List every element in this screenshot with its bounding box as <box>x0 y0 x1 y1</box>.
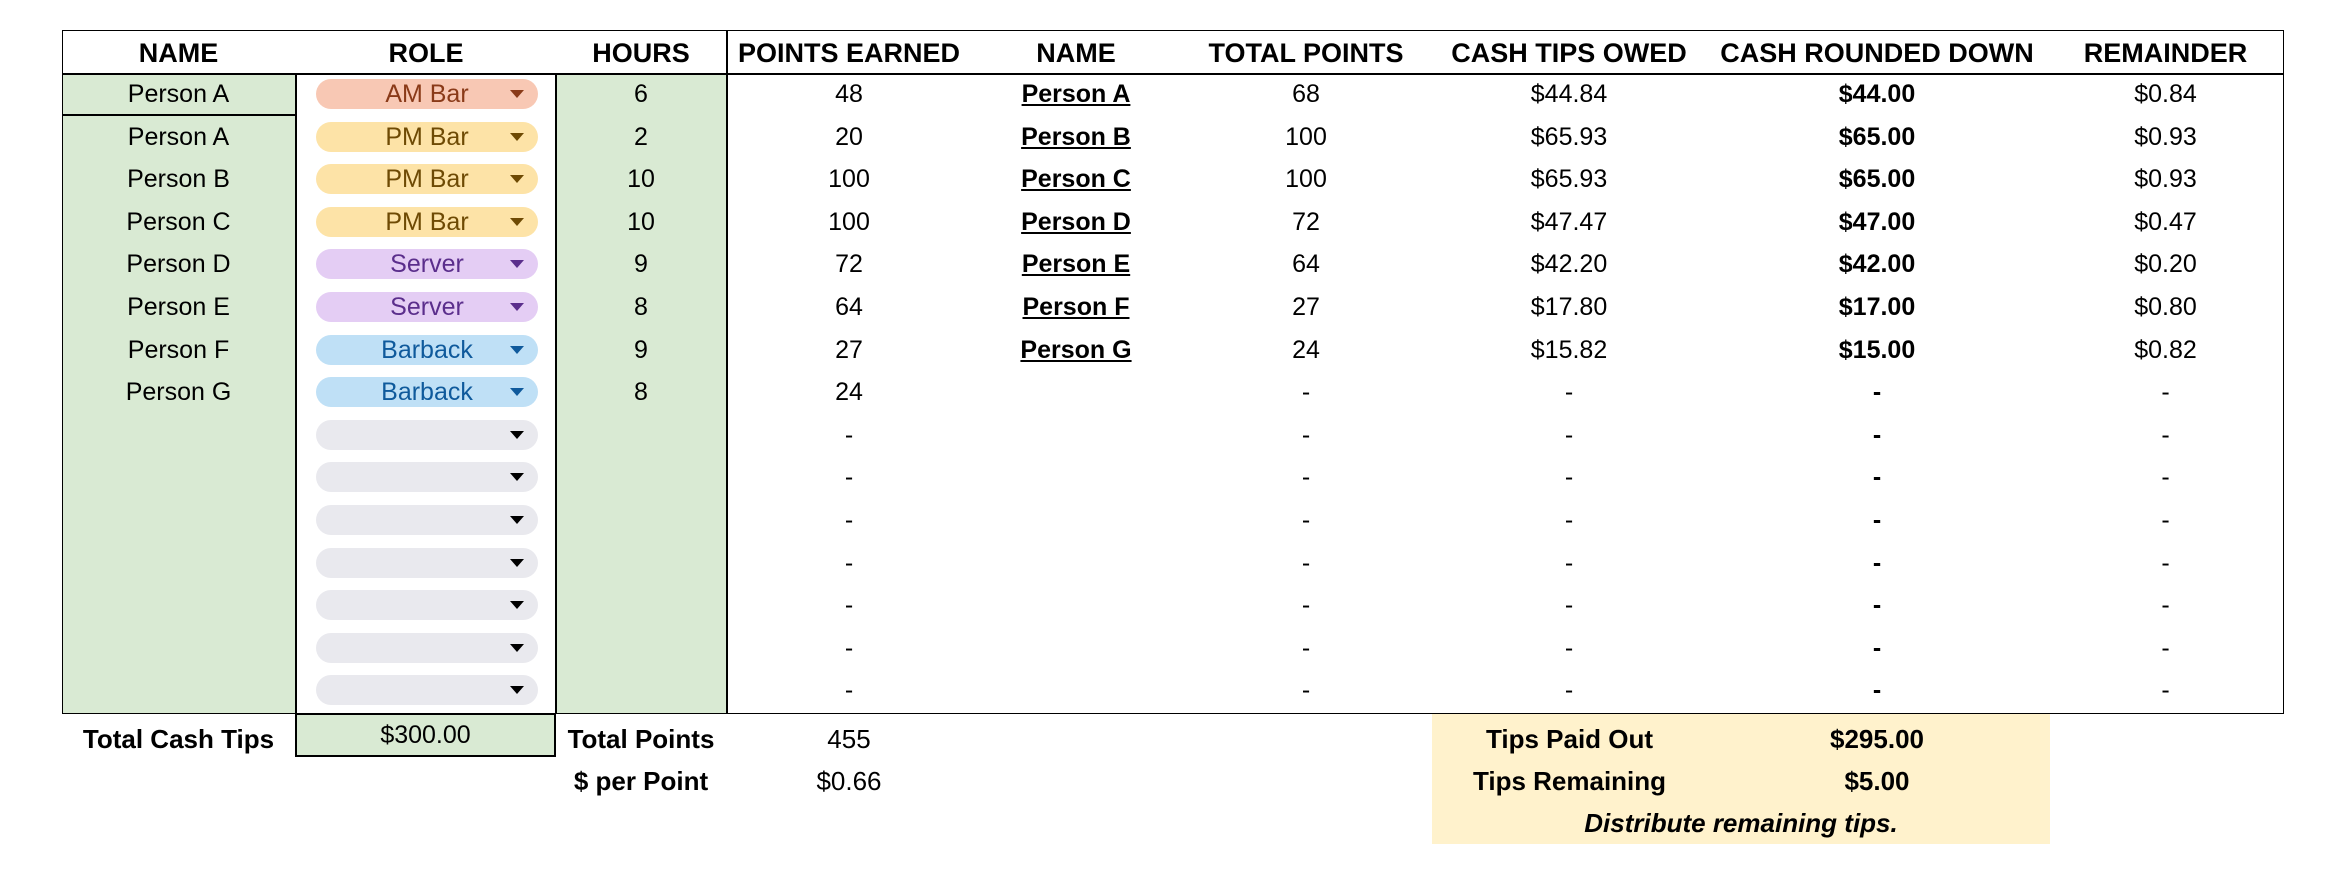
chevron-down-icon <box>510 218 524 226</box>
payout-cash-rounded: - <box>1872 548 1882 577</box>
payout-cash-rounded: $44.00 <box>1838 80 1916 108</box>
payout-cash-owed: - <box>1564 506 1574 534</box>
role-dropdown-label: PM Bar <box>385 122 469 151</box>
shift-name[interactable]: Person B <box>127 165 230 194</box>
payout-total-points: - <box>1301 591 1311 620</box>
total-points-value: 455 <box>827 724 871 754</box>
payout-remainder: $0.82 <box>2134 335 2197 364</box>
shift-hours[interactable] <box>556 585 726 625</box>
chevron-down-icon <box>510 260 524 268</box>
header-total-points: TOTAL POINTS <box>1208 38 1404 68</box>
total-cash-tips-input[interactable]: $300.00 <box>295 713 556 757</box>
payout-total-points: - <box>1301 633 1311 662</box>
payout-remainder: $0.93 <box>2134 165 2197 194</box>
payout-remainder: $0.20 <box>2134 250 2197 279</box>
payout-name <box>971 457 1181 497</box>
role-dropdown-label: Server <box>390 293 464 321</box>
shift-name[interactable]: Person D <box>126 250 231 279</box>
points-earned: 20 <box>835 122 863 151</box>
payout-name: Person D <box>1021 207 1131 236</box>
payout-total-points: - <box>1301 420 1311 449</box>
role-dropdown[interactable] <box>316 505 538 535</box>
shift-hours[interactable] <box>556 500 726 540</box>
role-dropdown-label: PM Bar <box>385 207 469 236</box>
points-earned: - <box>844 506 854 534</box>
header-payout-name: NAME <box>1036 38 1116 68</box>
payout-remainder: $0.84 <box>2134 80 2197 108</box>
points-earned: 24 <box>835 378 863 407</box>
payout-cash-owed: $15.82 <box>1530 335 1608 364</box>
payout-remainder: - <box>2161 420 2170 449</box>
shift-name[interactable]: Person F <box>127 335 230 364</box>
shift-name[interactable] <box>62 415 295 455</box>
chevron-down-icon <box>510 388 524 396</box>
shift-hours[interactable]: 6 <box>634 80 648 108</box>
header-role: ROLE <box>388 38 464 68</box>
shift-hours[interactable]: 8 <box>634 378 648 407</box>
header-name: NAME <box>138 38 219 68</box>
row-divider-first <box>63 114 295 116</box>
points-earned: 27 <box>835 335 863 364</box>
role-dropdown[interactable] <box>316 122 538 152</box>
payout-total-points: 100 <box>1285 122 1327 151</box>
shift-hours[interactable] <box>556 670 726 710</box>
per-point-value: $0.66 <box>816 766 882 796</box>
payout-name <box>971 500 1181 540</box>
payout-total-points: 72 <box>1292 207 1320 236</box>
shift-name[interactable] <box>62 670 295 710</box>
shift-hours[interactable]: 10 <box>627 207 655 236</box>
payout-cash-rounded: - <box>1872 633 1882 662</box>
payout-total-points: 24 <box>1292 335 1320 364</box>
total-cash-tips-label: Total Cash Tips <box>82 724 275 754</box>
role-dropdown[interactable] <box>316 249 538 279</box>
shift-hours[interactable] <box>556 543 726 583</box>
payout-cash-rounded: - <box>1872 420 1882 449</box>
shift-name[interactable]: Person A <box>127 122 230 151</box>
payout-cash-rounded: - <box>1872 676 1882 705</box>
chevron-down-icon <box>510 175 524 183</box>
chevron-down-icon <box>510 644 524 652</box>
shift-name[interactable] <box>62 543 295 583</box>
payout-cash-owed: - <box>1564 591 1574 620</box>
payout-cash-owed: $47.47 <box>1530 207 1608 236</box>
points-earned: - <box>844 548 854 577</box>
payout-total-points: - <box>1301 378 1311 407</box>
payout-cash-owed: $65.93 <box>1530 122 1608 151</box>
payout-remainder: - <box>2161 676 2170 705</box>
chevron-down-icon <box>510 559 524 567</box>
shift-name[interactable]: Person G <box>125 378 232 407</box>
role-dropdown-label: Barback <box>381 378 473 407</box>
payout-cash-rounded: $65.00 <box>1838 165 1916 194</box>
payout-cash-rounded: - <box>1872 591 1882 620</box>
tips-remaining-label: Tips Remaining <box>1472 766 1667 796</box>
role-dropdown-label: Server <box>390 250 464 279</box>
shift-name[interactable]: Person E <box>127 293 230 321</box>
points-earned: - <box>844 591 854 620</box>
points-earned: 48 <box>835 80 863 108</box>
payout-cash-owed: - <box>1564 420 1574 449</box>
payout-name: Person A <box>1021 80 1131 108</box>
shift-name[interactable] <box>62 628 295 668</box>
role-dropdown[interactable] <box>316 462 538 492</box>
payout-name <box>971 372 1181 412</box>
role-dropdown[interactable] <box>316 207 538 237</box>
payout-cash-owed: $44.84 <box>1530 80 1608 108</box>
payout-cash-rounded: - <box>1872 463 1882 492</box>
payout-total-points: - <box>1301 506 1311 534</box>
chevron-down-icon <box>510 133 524 141</box>
tips-paid-out-label: Tips Paid Out <box>1485 724 1654 754</box>
role-dropdown[interactable] <box>316 164 538 194</box>
shift-hours[interactable] <box>556 415 726 455</box>
per-point-label: $ per Point <box>573 766 709 796</box>
payout-name <box>971 670 1181 710</box>
payout-remainder: - <box>2161 463 2170 492</box>
points-earned: - <box>844 463 854 492</box>
payout-name <box>971 543 1181 583</box>
role-dropdown[interactable] <box>316 335 538 365</box>
points-earned: - <box>844 633 854 662</box>
total-points-label: Total Points <box>567 724 715 754</box>
chevron-down-icon <box>510 303 524 311</box>
payout-remainder: - <box>2161 591 2170 620</box>
points-earned: - <box>844 676 854 705</box>
payout-cash-owed: - <box>1564 548 1574 577</box>
payout-remainder: $0.47 <box>2134 207 2197 236</box>
payout-total-points: - <box>1301 548 1311 577</box>
role-dropdown[interactable] <box>316 590 538 620</box>
payout-remainder: - <box>2161 548 2170 577</box>
payout-remainder: $0.80 <box>2134 293 2197 321</box>
payout-cash-rounded: - <box>1872 378 1882 407</box>
payout-cash-owed: - <box>1564 378 1574 407</box>
payout-remainder: - <box>2161 506 2170 534</box>
shift-name[interactable]: Person A <box>127 80 230 108</box>
payout-name: Person E <box>1021 250 1131 279</box>
divider-name-role <box>295 74 297 714</box>
chevron-down-icon <box>510 90 524 98</box>
payout-name: Person C <box>1021 165 1131 194</box>
payout-cash-rounded: $17.00 <box>1838 293 1916 321</box>
payout-total-points: - <box>1301 463 1311 492</box>
role-dropdown[interactable] <box>316 675 538 705</box>
shift-hours[interactable]: 10 <box>627 165 655 194</box>
payout-remainder: $0.93 <box>2134 122 2197 151</box>
shift-hours[interactable]: 2 <box>634 122 648 151</box>
payout-total-points: 68 <box>1292 80 1320 108</box>
role-dropdown[interactable] <box>316 420 538 450</box>
shift-hours[interactable]: 9 <box>634 250 648 279</box>
role-dropdown[interactable] <box>316 79 538 109</box>
payout-name <box>971 628 1181 668</box>
payout-cash-owed: - <box>1564 633 1574 662</box>
points-earned: - <box>844 420 854 449</box>
shift-hours[interactable] <box>556 628 726 668</box>
payout-total-points: 100 <box>1285 165 1327 194</box>
shift-hours[interactable] <box>556 457 726 497</box>
payout-cash-rounded: $47.00 <box>1838 207 1916 236</box>
shift-hours[interactable]: 8 <box>634 293 648 321</box>
payout-remainder: - <box>2161 633 2170 662</box>
payout-name <box>971 585 1181 625</box>
header-remainder: REMAINDER <box>2083 38 2248 68</box>
role-dropdown[interactable] <box>316 377 538 407</box>
shift-name[interactable] <box>62 500 295 540</box>
chevron-down-icon <box>510 346 524 354</box>
payout-remainder: - <box>2161 378 2170 407</box>
points-earned: 64 <box>835 293 863 321</box>
tips-remaining-value: $5.00 <box>1844 766 1910 796</box>
payout-cash-rounded: $42.00 <box>1838 250 1916 279</box>
chevron-down-icon <box>510 431 524 439</box>
role-dropdown[interactable] <box>316 292 538 322</box>
header-cash-tips-owed: CASH TIPS OWED <box>1451 38 1687 68</box>
header-cash-rounded-down: CASH ROUNDED DOWN <box>1720 38 2034 68</box>
header-points-earned: POINTS EARNED <box>737 38 961 68</box>
role-dropdown-label: Barback <box>381 335 473 364</box>
payout-cash-owed: $42.20 <box>1530 250 1608 279</box>
tips-paid-out-value: $295.00 <box>1830 724 1924 754</box>
role-dropdown-label: AM Bar <box>385 80 469 108</box>
points-earned: 100 <box>828 207 870 236</box>
points-earned: 100 <box>828 165 870 194</box>
payout-cash-rounded: $65.00 <box>1838 122 1916 151</box>
shift-hours[interactable]: 9 <box>634 335 648 364</box>
payout-total-points: 27 <box>1292 293 1320 321</box>
payout-cash-owed: $65.93 <box>1530 165 1608 194</box>
chevron-down-icon <box>510 473 524 481</box>
payout-name: Person F <box>1022 293 1130 321</box>
payout-cash-rounded: - <box>1872 506 1882 534</box>
payout-total-points: - <box>1301 676 1311 705</box>
payout-cash-rounded: $15.00 <box>1838 335 1916 364</box>
shift-name[interactable] <box>62 457 295 497</box>
shift-name[interactable]: Person C <box>126 207 231 236</box>
role-dropdown-label: PM Bar <box>385 165 469 194</box>
role-dropdown[interactable] <box>316 633 538 663</box>
payout-name <box>971 415 1181 455</box>
role-dropdown[interactable] <box>316 548 538 578</box>
shift-name[interactable] <box>62 585 295 625</box>
payout-cash-owed: $17.80 <box>1530 293 1608 321</box>
header-hours: HOURS <box>592 38 690 68</box>
chevron-down-icon <box>510 601 524 609</box>
distribute-note: Distribute remaining tips. <box>1584 808 1898 838</box>
payout-total-points: 64 <box>1292 250 1320 279</box>
points-earned: 72 <box>835 250 863 279</box>
payout-cash-owed: - <box>1564 676 1574 705</box>
payout-cash-owed: - <box>1564 463 1574 492</box>
chevron-down-icon <box>510 516 524 524</box>
chevron-down-icon <box>510 686 524 694</box>
payout-name: Person G <box>1020 335 1132 364</box>
payout-name: Person B <box>1021 122 1131 151</box>
